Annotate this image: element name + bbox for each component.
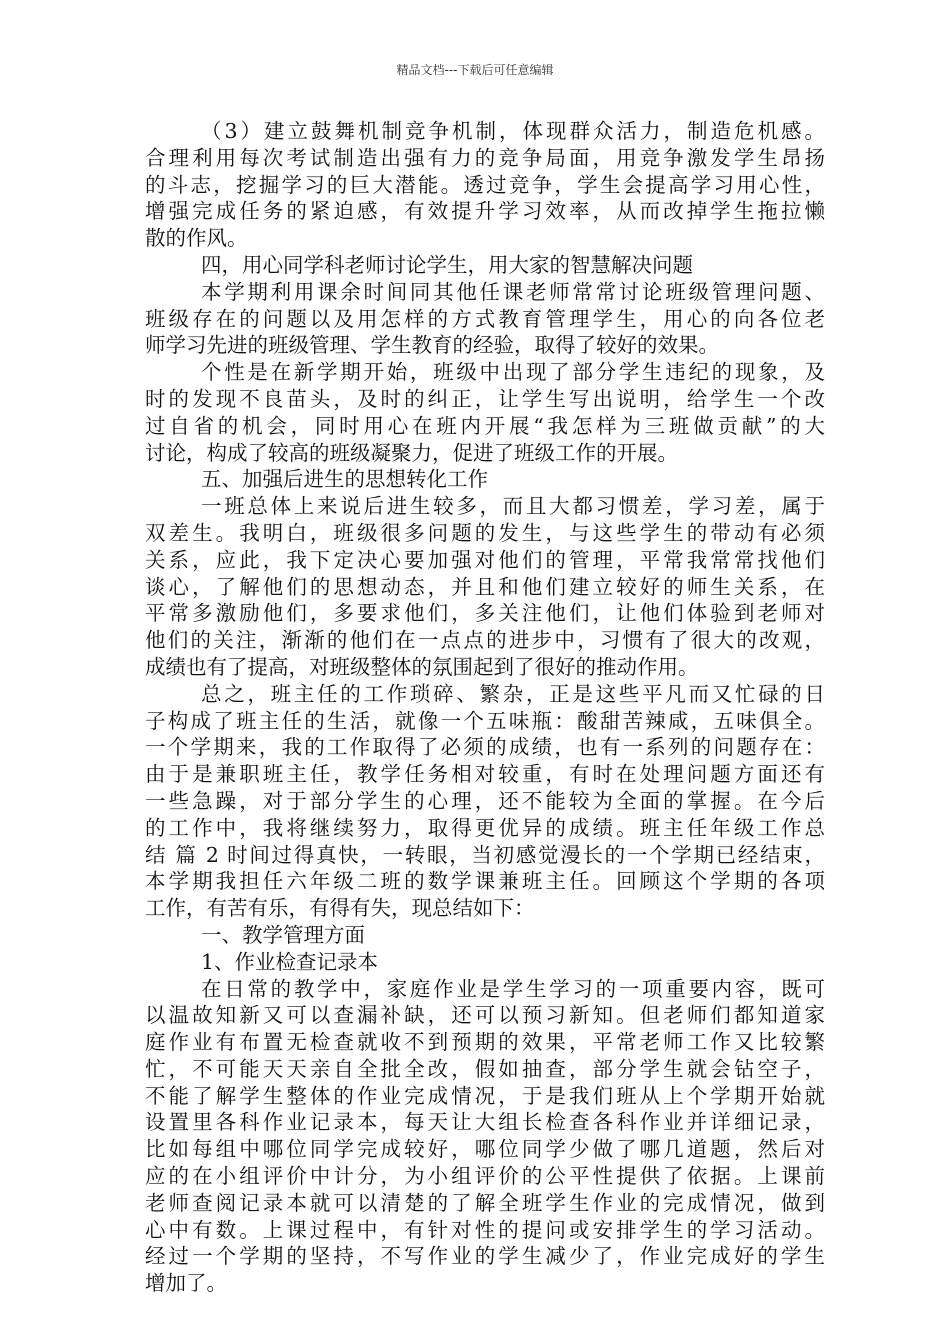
text-line: 在日常的教学中，家庭作业是学生学习的一项重要内容，既可 [201,976,825,1001]
text-line: 应的在小组评价中计分，为小组评价的公平性提供了依据。上课前 [145,1164,825,1189]
text-line: 总之，班主任的工作琐碎、繁杂，正是这些平凡而又忙碌的日 [201,681,825,706]
text-line: 个性是在新学期开始，班级中出现了部分学生违纪的现象，及 [201,360,825,385]
text-line: 四，用心同学科老师讨论学生，用大家的智慧解决问题 [201,252,693,277]
text-line: 谈心，了解他们的思想动态，并且和他们建立较好的师生关系，在 [145,574,825,599]
text-line: 本学期我担任六年级二班的数学课兼班主任。回顾这个学期的各项 [145,869,825,894]
text-line: 平常多激励他们，多要求他们，多关注他们，让他们体验到老师对 [145,601,825,626]
text-line: 关系，应此，我下定决心要加强对他们的管理，平常我常常找他们 [145,547,825,572]
text-line: 过自省的机会，同时用心在班内开展“我怎样为三班做贡献”的大 [145,413,825,438]
text-line: 增强完成任务的紧迫感，有效提升学习效率，从而改掉学生拖拉懒 [145,199,825,224]
text-line: 五、加强后进生的思想转化工作 [201,467,488,492]
text-line: 成绩也有了提高，对班级整体的氛围起到了很好的推动作用。 [145,654,699,679]
text-line: 由于是兼职班主任，教学任务相对较重，有时在处理问题方面还有 [145,762,825,787]
text-line: 子构成了班主任的生活，就像一个五味瓶：酸甜苦辣咸，五味俱全。 [145,708,825,733]
text-line: 他们的关注，渐渐的他们在一点点的进步中，习惯有了很大的改观， [145,628,825,653]
text-line: 班级存在的问题以及用怎样的方式教育管理学生，用心的向各位老 [145,306,825,331]
text-line: 增加了。 [145,1271,227,1296]
text-line: 庭作业有布置无检查就收不到预期的效果，平常老师工作又比较繁 [145,1030,825,1055]
text-line: 一些急躁，对于部分学生的心理，还不能较为全面的掌握。在今后 [145,788,825,813]
page-header: 精品文档---下载后可任意编辑 [396,63,554,77]
text-line: 合理利用每次考试制造出强有力的竞争局面，用竞争激发学生昂扬 [145,145,825,170]
text-line: 忙，不可能天天亲自全批全改，假如抽查，部分学生就会钻空子， [145,1056,825,1081]
text-line: 结 篇 2 时间过得真快，一转眼，当初感觉漫长的一个学期已经结束， [145,842,825,867]
text-line: 以温故知新又可以查漏补缺，还可以预习新知。但老师们都知道家 [145,1003,825,1028]
text-line: 师学习先进的班级管理、学生教育的经验，取得了较好的效果。 [145,333,719,358]
text-line: 经过一个学期的坚持，不写作业的学生减少了，作业完成好的学生 [145,1244,825,1269]
text-line: 的斗志，挖掘学习的巨大潜能。透过竞争，学生会提高学习用心性， [145,172,825,197]
text-line: 心中有数。上课过程中，有针对性的提问或安排学生的学习活动。 [145,1217,825,1242]
text-line: 讨论，构成了较高的班级凝聚力，促进了班级工作的开展。 [145,440,678,465]
text-line: 一个学期来，我的工作取得了必须的成绩，也有一系列的问题存在： [145,735,825,760]
document-body [145,118,825,1297]
text-line: 一、教学管理方面 [201,922,365,947]
text-line: 不能了解学生整体的作业完成情况，于是我们班从上个学期开始就 [145,1083,825,1108]
text-line: 工作，有苦有乐，有得有失，现总结如下： [145,896,535,921]
text-line: 1、作业检查记录本 [201,949,379,974]
text-line: （3）建立鼓舞机制竞争机制，体现群众活力，制造危机感。 [201,119,825,143]
text-line: 老师查阅记录本就可以清楚的了解全班学生作业的完成情况，做到 [145,1190,825,1215]
text-line: 设置里各科作业记录本，每天让大组长检查各科作业并详细记录， [145,1110,825,1135]
text-line: 比如每组中哪位同学完成较好，哪位同学少做了哪几道题，然后对 [145,1137,825,1162]
text-line: 一班总体上来说后进生较多，而且大都习惯差，学习差，属于 [201,494,825,519]
text-line: 的工作中，我将继续努力，取得更优异的成绩。班主任年级工作总 [145,815,825,840]
text-line: 双差生。我明白，班级很多问题的发生，与这些学生的带动有必须 [145,520,825,545]
text-line: 时的发现不良苗头，及时的纠正，让学生写出说明，给学生一个改 [145,386,825,411]
text-line: 散的作风。 [145,226,248,251]
text-line: 本学期利用课余时间同其他任课老师常常讨论班级管理问题、 [201,279,825,304]
